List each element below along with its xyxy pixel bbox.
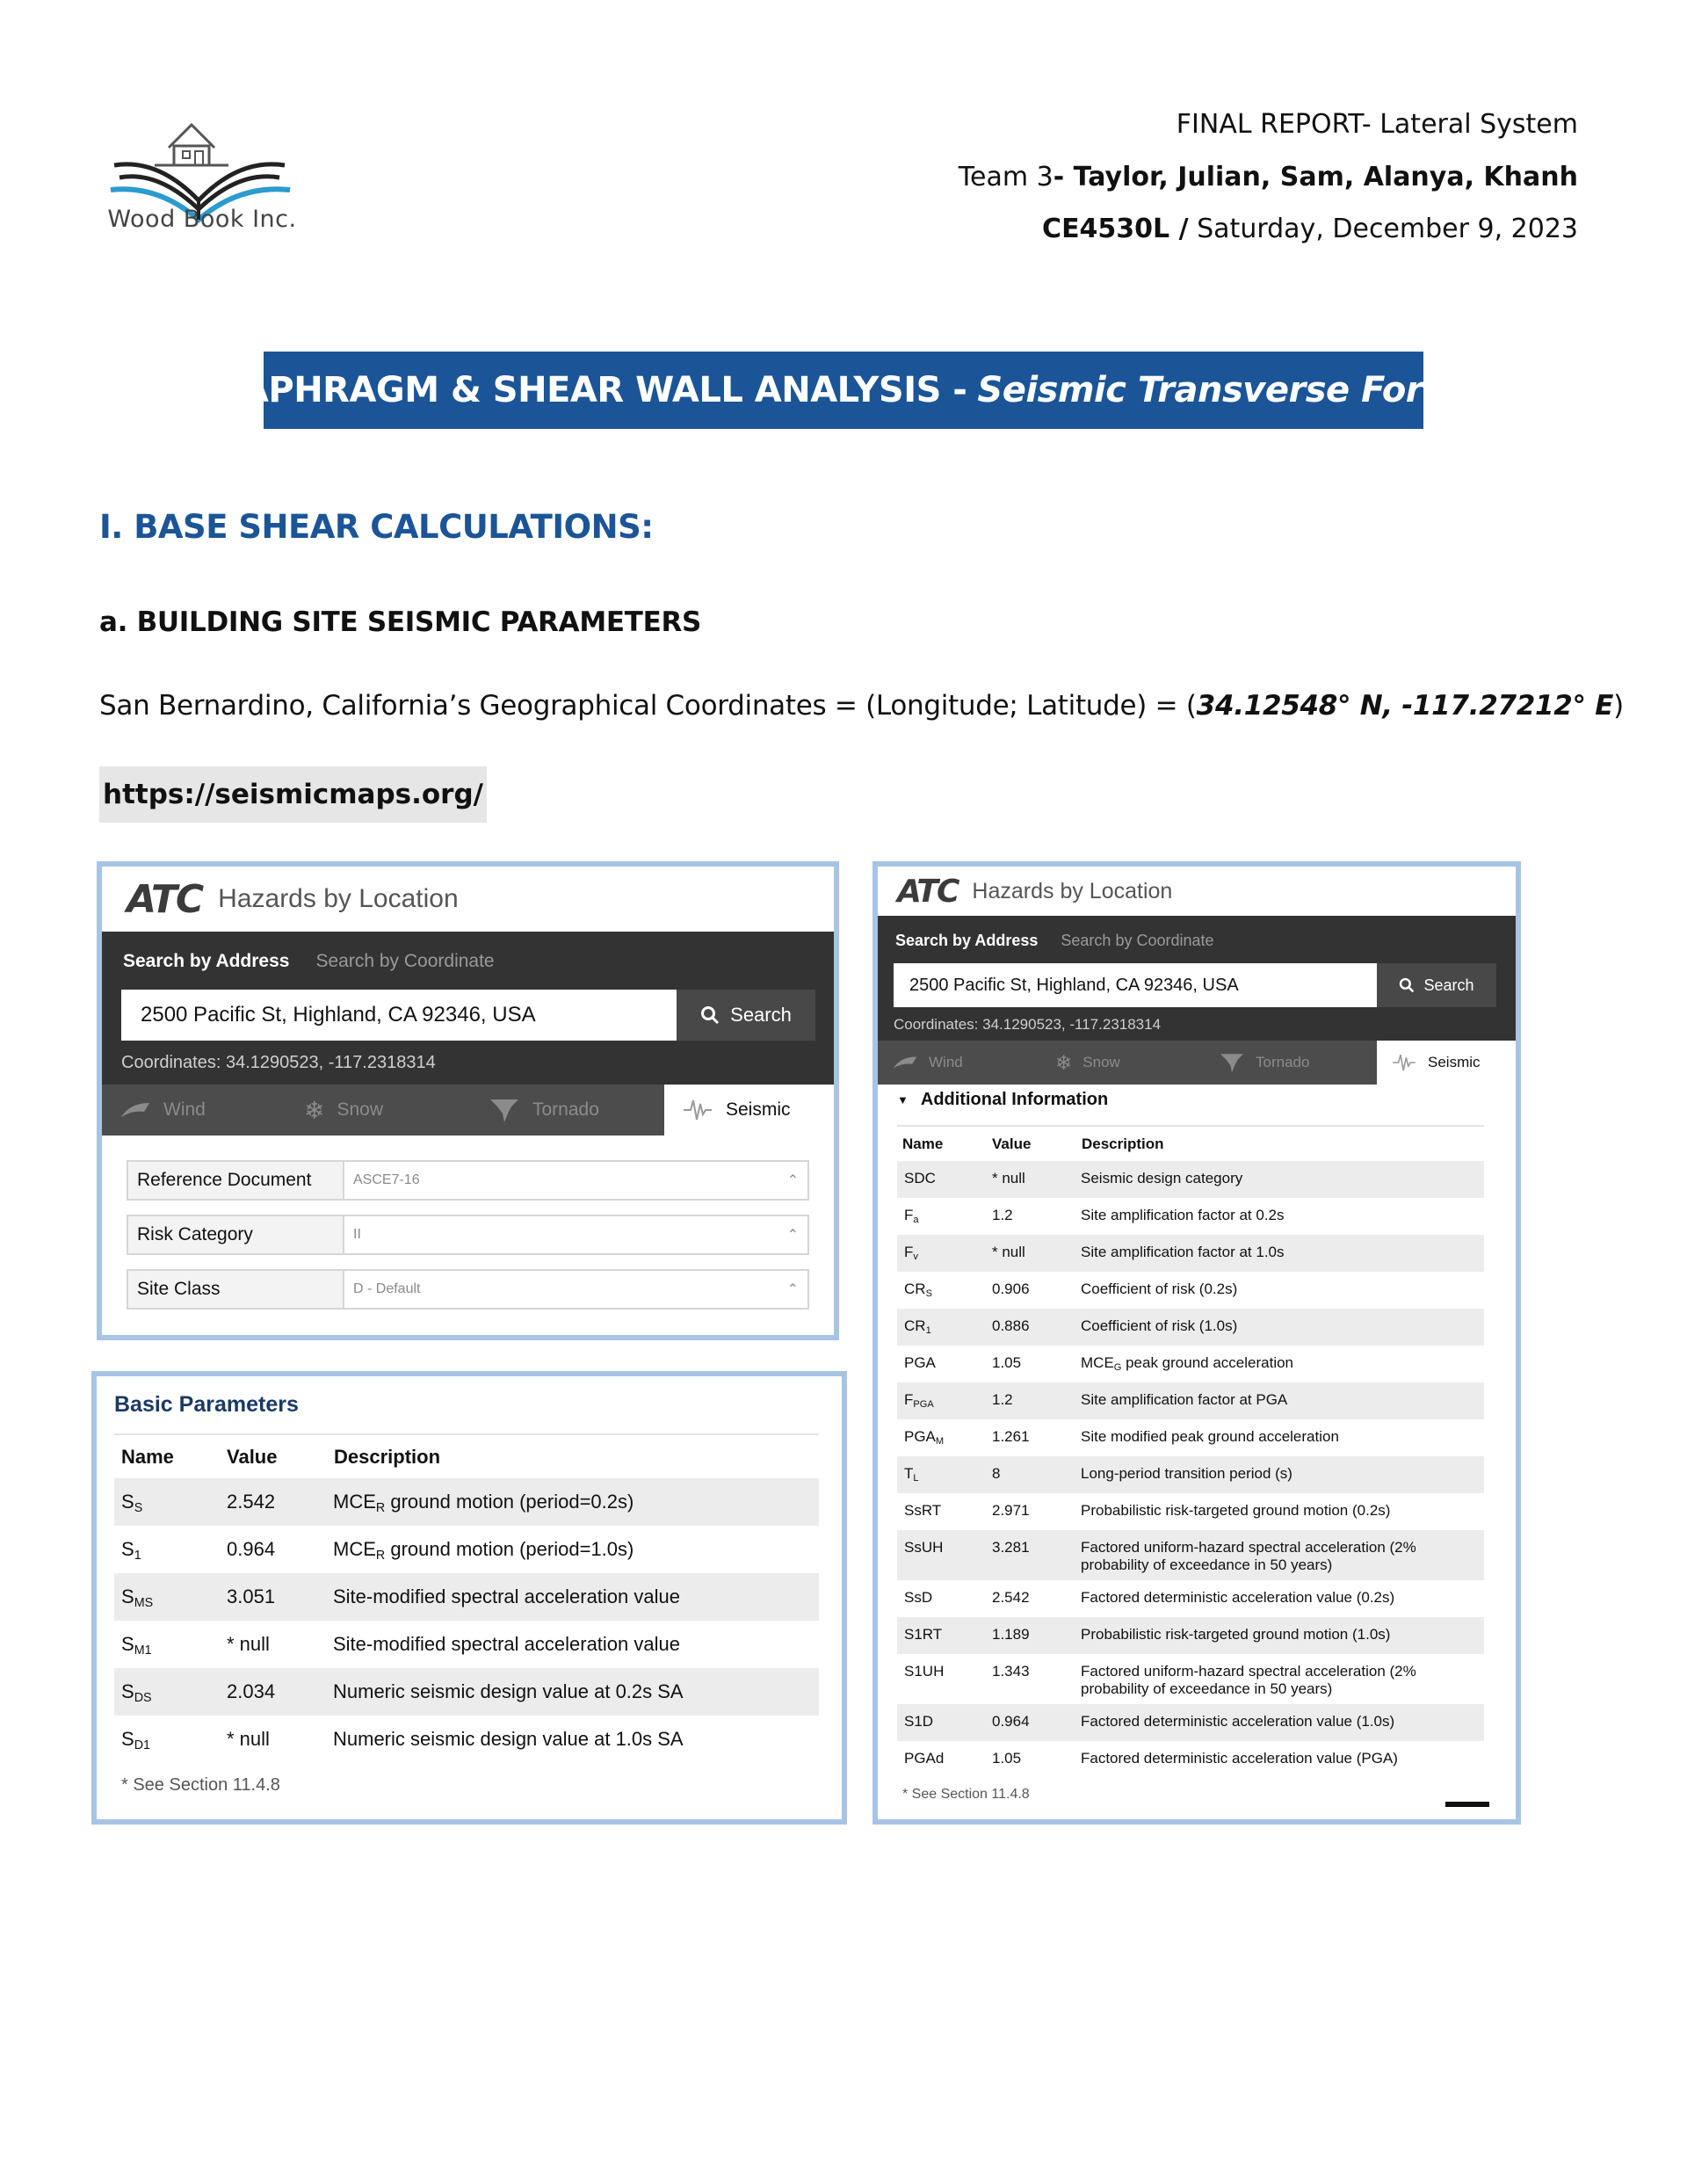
- table-row: [897, 1419, 1484, 1456]
- column-header: Description: [334, 1445, 441, 1468]
- team-line: Team 3- Taylor, Julian, Sam, Alanya, Khanh: [958, 162, 1578, 192]
- chevron-updown-icon: ⌃: [786, 1228, 799, 1243]
- cell-description: Site-modified spectral acceleration value: [333, 1573, 819, 1621]
- table-row: [897, 1530, 1484, 1580]
- cell-value: 0.886: [991, 1309, 1081, 1346]
- table-row: [897, 1309, 1484, 1346]
- cell-description: $MCE_R$ ground motion (period=1.0s): [333, 1538, 634, 1563]
- report-title: FINAL REPORT- Lateral System: [1176, 109, 1578, 140]
- cell-value: 1.261: [992, 1428, 1030, 1445]
- column-header: Name: [121, 1445, 174, 1468]
- basic-parameters-table: [114, 1433, 819, 1763]
- cell-description: Coefficient of risk (1.0s): [1081, 1309, 1484, 1346]
- table-row: [114, 1478, 819, 1526]
- cell-value: 2.034: [226, 1668, 333, 1716]
- cell-value: 0.964: [991, 1704, 1081, 1741]
- cell-description: Probabilistic risk-targeted ground motion (0.2s): [1081, 1502, 1391, 1519]
- additional-info-toggle[interactable]: ▼ Additional Information: [897, 1089, 1109, 1109]
- cell-description: Site amplification factor at PGA: [1081, 1382, 1484, 1419]
- hazard-tab-tornado[interactable]: Tornado: [1205, 1041, 1377, 1085]
- search-button[interactable]: Search: [1377, 963, 1496, 1007]
- cell-value: * null: [991, 1161, 1081, 1198]
- search-icon: [700, 1005, 720, 1025]
- cell-name: S1D: [897, 1704, 991, 1741]
- tab-search-by-coordinate[interactable]: Search by Coordinate: [315, 951, 495, 971]
- select-label: Site Class: [128, 1271, 344, 1308]
- cell-description: Factored deterministic acceleration value (0.2s): [1081, 1589, 1395, 1606]
- snow-icon: ❄: [1055, 1050, 1073, 1074]
- cell-name: PGA: [904, 1354, 936, 1371]
- table-row: [114, 1621, 819, 1668]
- subsection-heading: a. BUILDING SITE SEISMIC PARAMETERS: [99, 606, 702, 638]
- chevron-updown-icon: ⌃: [786, 1282, 799, 1297]
- select-label: Risk Category: [128, 1216, 344, 1253]
- cell-name: $S_S$: [114, 1478, 226, 1526]
- table-row: [897, 1704, 1484, 1741]
- seismicmaps-link[interactable]: https://seismicmaps.org/: [99, 766, 487, 823]
- column-header: Name: [902, 1135, 944, 1152]
- cell-description: Numeric seismic design value at 1.0s SA: [333, 1728, 684, 1750]
- cell-value: 8: [991, 1456, 1081, 1493]
- reference-document-select[interactable]: Reference Document ASCE7-16 ⌃: [127, 1160, 809, 1201]
- cell-value: * null: [991, 1235, 1081, 1272]
- table-row: [897, 1580, 1484, 1617]
- basic-parameters-panel: [91, 1371, 847, 1825]
- cell-value: 1.05: [992, 1750, 1022, 1767]
- cell-name: $S_{M1}$: [121, 1633, 152, 1658]
- tornado-icon: [1219, 1051, 1245, 1074]
- cell-name: $F_v$: [897, 1235, 991, 1272]
- table-row: [114, 1573, 819, 1621]
- cell-description: $MCE_G$ peak ground acceleration: [1081, 1354, 1294, 1373]
- select-label: Reference Document: [128, 1162, 344, 1199]
- cell-description: Probabilistic risk-targeted ground motion (1.0s): [1081, 1617, 1484, 1654]
- seismic-icon: [682, 1097, 713, 1123]
- wind-icon: [119, 1099, 151, 1121]
- atc-title: Hazards by Location: [218, 884, 459, 913]
- basic-parameters-title: Basic Parameters: [114, 1392, 299, 1417]
- cell-description: Factored deterministic acceleration value (PGA): [1081, 1750, 1398, 1767]
- search-icon: [1399, 977, 1415, 993]
- cell-value: 2.971: [992, 1502, 1030, 1519]
- cell-name: S1UH: [904, 1663, 945, 1680]
- hazard-tab-snow[interactable]: ❄ Snow: [1055, 1050, 1120, 1074]
- column-header: Description: [1082, 1135, 1164, 1152]
- cell-description: Coefficient of risk (0.2s): [1081, 1281, 1238, 1297]
- cell-description: Site modified peak ground acceleration: [1081, 1428, 1339, 1445]
- address-input[interactable]: 2500 Pacific St, Highland, CA 92346, USA: [121, 990, 677, 1041]
- table-row: [897, 1741, 1484, 1778]
- hazard-tab-tornado[interactable]: Tornado: [471, 1085, 664, 1136]
- coordinates-readout: Coordinates: 34.1290523, -117.2318314: [894, 1016, 1162, 1033]
- tab-search-by-coordinate[interactable]: Search by Coordinate: [1061, 932, 1214, 949]
- tab-search-by-address[interactable]: Search by Address: [895, 932, 1039, 949]
- section-heading: I. BASE SHEAR CALCULATIONS:: [99, 508, 654, 546]
- cell-name: $CR_S$: [904, 1281, 932, 1299]
- tornado-icon: [489, 1096, 520, 1124]
- column-header: Value: [992, 1135, 1032, 1152]
- scroll-indicator[interactable]: [1445, 1802, 1489, 1807]
- cell-description: Site amplification factor at 0.2s: [1081, 1207, 1285, 1223]
- cell-value: 0.906: [992, 1281, 1030, 1297]
- atc-additional-panel: [872, 861, 1521, 1825]
- chevron-updown-icon: ⌃: [786, 1173, 799, 1188]
- hazard-tab-seismic[interactable]: Seismic: [1377, 1041, 1516, 1085]
- search-button[interactable]: Search: [677, 990, 815, 1041]
- cell-name: SsRT: [904, 1502, 942, 1519]
- cell-value: 3.051: [226, 1573, 333, 1621]
- cell-description: Factored uniform-hazard spectral acceleration (2% probability of exceedance in 50 years): [1081, 1663, 1416, 1697]
- cell-value: 1.343: [992, 1663, 1030, 1680]
- cell-name: SsUH: [897, 1530, 991, 1580]
- cell-value: 3.281: [991, 1530, 1081, 1580]
- table-row: [897, 1346, 1484, 1382]
- table-row: [114, 1526, 819, 1573]
- coordinates-text: San Bernardino, California’s Geographical Coordinates = (Longitude; Latitude) = (34.12548° N, -117.27212° E): [99, 690, 1624, 722]
- caret-down-icon: ▼: [897, 1092, 909, 1107]
- company-name: Wood Book Inc.: [107, 206, 297, 233]
- tab-search-by-address[interactable]: Search by Address: [123, 951, 290, 971]
- cell-name: PGAd: [904, 1750, 945, 1767]
- cell-name: $S_{MS}$: [114, 1573, 226, 1621]
- atc-logo: ATC: [897, 873, 959, 910]
- table-row: [897, 1235, 1484, 1272]
- table-row: [897, 1161, 1484, 1198]
- table-row: [897, 1198, 1484, 1235]
- cell-description: Factored uniform-hazard spectral acceleration (2% probability of exceedance in 50 years): [1081, 1530, 1484, 1580]
- cell-name: $PGA_M$: [904, 1428, 945, 1447]
- column-header: Value: [227, 1445, 278, 1468]
- cell-value: 0.964: [227, 1538, 276, 1560]
- atc-search-panel: [97, 861, 839, 1340]
- cell-description: Seismic design category: [1081, 1161, 1484, 1198]
- table-row: [897, 1456, 1484, 1493]
- table-row: [897, 1272, 1484, 1309]
- risk-category-select[interactable]: Risk Category II ⌃: [127, 1215, 809, 1255]
- cell-value: 2.542: [226, 1478, 333, 1526]
- additional-info-table: [897, 1125, 1484, 1778]
- seismic-icon: [1391, 1052, 1417, 1073]
- coordinates-readout: Coordinates: 34.1290523, -117.2318314: [121, 1053, 436, 1072]
- cell-name: SsD: [904, 1589, 933, 1606]
- cell-description: Site-modified spectral acceleration value: [333, 1633, 680, 1655]
- atc-logo: ATC: [127, 876, 203, 922]
- cell-value: * null: [227, 1633, 270, 1655]
- cell-description: $MCE_R$ ground motion (period=0.2s): [333, 1478, 819, 1526]
- hazard-tab-seismic[interactable]: Seismic: [664, 1085, 834, 1136]
- course-date-line: CE4530L / Saturday, December 9, 2023: [1042, 214, 1578, 244]
- hazard-tab-snow[interactable]: ❄ Snow: [304, 1096, 383, 1124]
- section-note: * See Section 11.4.8: [902, 1787, 1030, 1802]
- hazard-tab-wind[interactable]: Wind: [878, 1041, 1041, 1085]
- cell-description: Long-period transition period (s): [1081, 1456, 1484, 1493]
- cell-value: 1.2: [991, 1382, 1081, 1419]
- table-row: [114, 1668, 819, 1716]
- site-class-select[interactable]: Site Class D - Default ⌃: [127, 1269, 809, 1310]
- table-row: [897, 1493, 1484, 1530]
- cell-description: Factored deterministic acceleration value (1.0s): [1081, 1704, 1484, 1741]
- cell-name: $S_{DS}$: [114, 1668, 226, 1716]
- cell-name: S1RT: [897, 1617, 991, 1654]
- atc-title: Hazards by Location: [972, 878, 1173, 903]
- cell-name: SDC: [897, 1161, 991, 1198]
- snow-icon: ❄: [304, 1096, 325, 1124]
- wind-icon: [892, 1054, 918, 1071]
- section-note: * See Section 11.4.8: [121, 1775, 280, 1795]
- cell-name: $CR_1$: [897, 1309, 991, 1346]
- cell-value: * null: [227, 1728, 270, 1750]
- cell-value: 1.189: [991, 1617, 1081, 1654]
- table-row: [897, 1654, 1484, 1704]
- table-row: [897, 1382, 1484, 1419]
- cell-value: 2.542: [992, 1589, 1030, 1606]
- cell-description: Site amplification factor at 1.0s: [1081, 1235, 1484, 1272]
- cell-name: $T_L$: [897, 1456, 991, 1493]
- cell-name: $S_{D1}$: [121, 1728, 150, 1752]
- cell-name: $S_1$: [121, 1538, 141, 1563]
- cell-name: $F_a$: [904, 1207, 919, 1225]
- table-row: [114, 1716, 819, 1763]
- hazard-tab-wind[interactable]: Wind: [102, 1085, 286, 1136]
- section-banner: DIAPHRAGM & SHEAR WALL ANALYSIS - Seismic Transverse Forces: [264, 352, 1423, 429]
- address-input[interactable]: 2500 Pacific St, Highland, CA 92346, USA: [894, 963, 1377, 1007]
- table-row: [897, 1617, 1484, 1654]
- cell-description: Numeric seismic design value at 0.2s SA: [333, 1668, 819, 1716]
- cell-value: 1.2: [992, 1207, 1013, 1223]
- cell-value: 1.05: [992, 1354, 1022, 1371]
- cell-name: $F_{PGA}$: [897, 1382, 991, 1419]
